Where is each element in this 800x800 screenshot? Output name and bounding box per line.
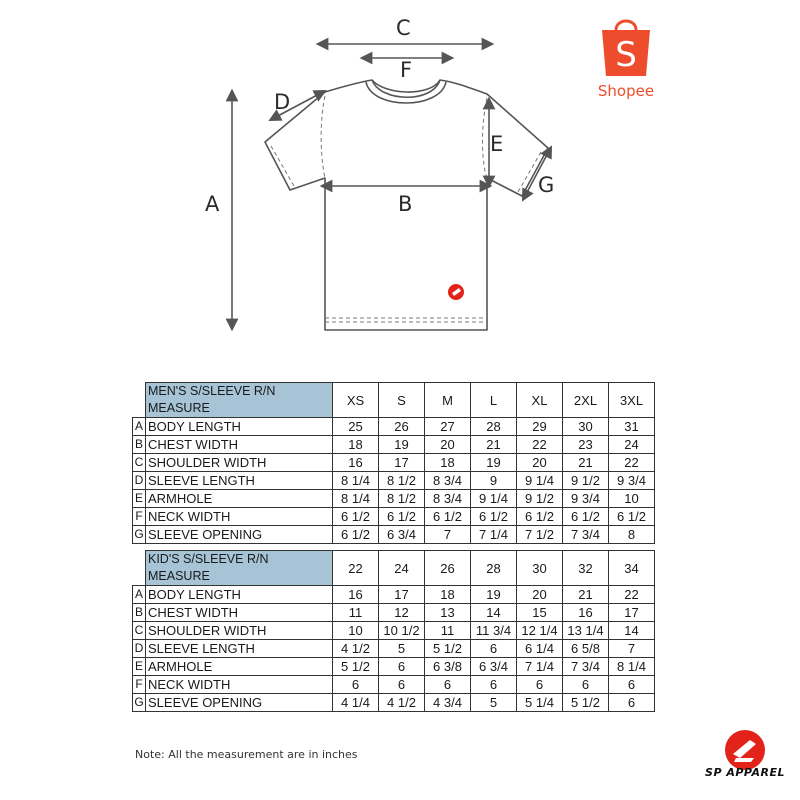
- measure-value: 6 1/2: [333, 508, 379, 526]
- table-row: [133, 676, 655, 694]
- measure-value: 20: [517, 586, 563, 604]
- row-measure-name: NECK WIDTH: [146, 508, 333, 526]
- measure-value: 7 1/2: [517, 526, 563, 544]
- measure-value: 8 1/2: [379, 490, 425, 508]
- measure-value: 10: [609, 490, 655, 508]
- measure-value: 9 1/4: [471, 490, 517, 508]
- header-blank-cell: [133, 383, 146, 418]
- measure-value: 28: [471, 418, 517, 436]
- measure-value: 6: [609, 676, 655, 694]
- measure-value: 7: [425, 526, 471, 544]
- size-header: 34: [609, 551, 655, 586]
- measure-value: 6: [333, 676, 379, 694]
- table-row: [133, 604, 655, 622]
- measure-value: 13 1/4: [563, 622, 609, 640]
- measure-value: 6: [517, 676, 563, 694]
- measure-value: 14: [609, 622, 655, 640]
- measure-value: 8 1/4: [333, 472, 379, 490]
- measure-value: 6 1/2: [471, 508, 517, 526]
- measure-value: 4 1/2: [379, 694, 425, 712]
- measure-value: 8 1/2: [379, 472, 425, 490]
- shopee-logo: [586, 14, 666, 110]
- dim-label-c: C: [396, 16, 411, 40]
- measure-value: 16: [333, 586, 379, 604]
- table-row: [133, 640, 655, 658]
- row-letter: G: [133, 694, 146, 712]
- row-measure-name: CHEST WIDTH: [146, 604, 333, 622]
- measure-value: 24: [609, 436, 655, 454]
- table-row: [133, 454, 655, 472]
- measure-value: 21: [563, 454, 609, 472]
- measure-value: 6: [563, 676, 609, 694]
- measure-value: 15: [517, 604, 563, 622]
- measure-value: 5 1/2: [333, 658, 379, 676]
- measure-value: 6 3/4: [379, 526, 425, 544]
- measure-value: 19: [471, 454, 517, 472]
- dim-label-b: B: [398, 192, 413, 216]
- measure-value: 13: [425, 604, 471, 622]
- measure-value: 9: [471, 472, 517, 490]
- measure-value: 6 3/4: [471, 658, 517, 676]
- size-header: S: [379, 383, 425, 418]
- row-measure-name: BODY LENGTH: [146, 418, 333, 436]
- measure-value: 9 3/4: [563, 490, 609, 508]
- measure-value: 23: [563, 436, 609, 454]
- measure-value: 6: [609, 694, 655, 712]
- row-letter: E: [133, 490, 146, 508]
- measure-value: 21: [563, 586, 609, 604]
- measure-value: 29: [517, 418, 563, 436]
- measure-value: 18: [333, 436, 379, 454]
- measure-value: 17: [609, 604, 655, 622]
- measure-value: 19: [471, 586, 517, 604]
- tshirt-diagram: [0, 0, 800, 360]
- size-header: 32: [563, 551, 609, 586]
- row-letter: G: [133, 526, 146, 544]
- measure-value: 7 3/4: [563, 658, 609, 676]
- table-row: [133, 472, 655, 490]
- measure-value: 11: [425, 622, 471, 640]
- measure-value: 8 1/4: [609, 658, 655, 676]
- dim-label-g: G: [538, 173, 555, 197]
- measure-value: 20: [517, 454, 563, 472]
- measure-value: 10 1/2: [379, 622, 425, 640]
- measure-value: 6: [379, 658, 425, 676]
- shirt-logo-icon: [448, 284, 464, 300]
- measure-value: 31: [609, 418, 655, 436]
- measure-value: 8 3/4: [425, 472, 471, 490]
- measure-value: 10: [333, 622, 379, 640]
- size-header: 30: [517, 551, 563, 586]
- measure-value: 8 1/4: [333, 490, 379, 508]
- measurement-note: Note: All the measurement are in inches: [135, 748, 358, 761]
- row-letter: A: [133, 586, 146, 604]
- header-blank-cell: [133, 551, 146, 586]
- row-letter: C: [133, 622, 146, 640]
- dim-label-d: D: [274, 90, 291, 114]
- measure-value: 6 1/2: [517, 508, 563, 526]
- row-measure-name: NECK WIDTH: [146, 676, 333, 694]
- row-measure-name: SLEEVE OPENING: [146, 694, 333, 712]
- table-row: [133, 526, 655, 544]
- table-row: [133, 508, 655, 526]
- svg-text:S: S: [615, 35, 637, 75]
- row-letter: F: [133, 676, 146, 694]
- row-letter: B: [133, 604, 146, 622]
- measure-value: 4 1/2: [333, 640, 379, 658]
- size-header: 26: [425, 551, 471, 586]
- measure-value: 9 3/4: [609, 472, 655, 490]
- size-header: 28: [471, 551, 517, 586]
- measure-value: 9 1/4: [517, 472, 563, 490]
- size-header: XL: [517, 383, 563, 418]
- row-measure-name: SLEEVE LENGTH: [146, 640, 333, 658]
- shopee-wordmark: Shopee: [597, 82, 655, 100]
- measure-value: 7 3/4: [563, 526, 609, 544]
- measure-value: 25: [333, 418, 379, 436]
- measure-value: 6: [471, 676, 517, 694]
- measure-value: 16: [333, 454, 379, 472]
- row-measure-name: SLEEVE OPENING: [146, 526, 333, 544]
- table-row: [133, 490, 655, 508]
- table-header-row: [133, 551, 655, 586]
- measure-value: 5 1/2: [425, 640, 471, 658]
- table-row: [133, 658, 655, 676]
- measure-value: 8 3/4: [425, 490, 471, 508]
- measure-value: 22: [609, 454, 655, 472]
- shopping-bag-icon: [596, 14, 656, 80]
- measure-value: 5 1/2: [563, 694, 609, 712]
- measure-value: 6 1/2: [379, 508, 425, 526]
- dim-label-e: E: [490, 132, 504, 156]
- size-header: 24: [379, 551, 425, 586]
- row-measure-name: CHEST WIDTH: [146, 436, 333, 454]
- measure-value: 12: [379, 604, 425, 622]
- row-measure-name: ARMHOLE: [146, 490, 333, 508]
- measure-value: 26: [379, 418, 425, 436]
- row-letter: D: [133, 472, 146, 490]
- measure-value: 5: [379, 640, 425, 658]
- size-header: L: [471, 383, 517, 418]
- measure-value: 20: [425, 436, 471, 454]
- measure-value: 6: [379, 676, 425, 694]
- measure-value: 4 1/4: [333, 694, 379, 712]
- tshirt-drawing: [0, 0, 800, 360]
- measure-value: 6: [425, 676, 471, 694]
- measure-value: 14: [471, 604, 517, 622]
- measure-value: 22: [517, 436, 563, 454]
- measure-value: 7 1/4: [517, 658, 563, 676]
- measure-value: 27: [425, 418, 471, 436]
- row-letter: C: [133, 454, 146, 472]
- row-measure-name: SHOULDER WIDTH: [146, 454, 333, 472]
- measure-value: 8: [609, 526, 655, 544]
- table-row: [133, 436, 655, 454]
- measure-value: 5: [471, 694, 517, 712]
- row-measure-name: SHOULDER WIDTH: [146, 622, 333, 640]
- measure-value: 6 5/8: [563, 640, 609, 658]
- measure-value: 6 1/4: [517, 640, 563, 658]
- dim-label-f: F: [400, 58, 413, 82]
- size-header: XS: [333, 383, 379, 418]
- measure-value: 17: [379, 586, 425, 604]
- row-letter: E: [133, 658, 146, 676]
- table-header-row: [133, 383, 655, 418]
- table-row: [133, 418, 655, 436]
- size-header: 3XL: [609, 383, 655, 418]
- table-row: [133, 622, 655, 640]
- measure-value: 6 3/8: [425, 658, 471, 676]
- measure-value: 4 3/4: [425, 694, 471, 712]
- size-header: 22: [333, 551, 379, 586]
- measure-value: 9 1/2: [563, 472, 609, 490]
- size-header: 2XL: [563, 383, 609, 418]
- measure-value: 6 1/2: [333, 526, 379, 544]
- kids-size-table: [132, 550, 655, 712]
- row-measure-name: BODY LENGTH: [146, 586, 333, 604]
- table-title: MEN'S S/SLEEVE R/N MEASURE: [146, 383, 333, 418]
- row-measure-name: SLEEVE LENGTH: [146, 472, 333, 490]
- row-letter: B: [133, 436, 146, 454]
- measure-value: 21: [471, 436, 517, 454]
- measure-value: 11: [333, 604, 379, 622]
- mens-size-table: [132, 382, 655, 544]
- measure-value: 5 1/4: [517, 694, 563, 712]
- row-measure-name: ARMHOLE: [146, 658, 333, 676]
- measure-value: 12 1/4: [517, 622, 563, 640]
- measure-value: 16: [563, 604, 609, 622]
- table-row: [133, 694, 655, 712]
- measure-value: 7: [609, 640, 655, 658]
- measure-value: 18: [425, 586, 471, 604]
- row-letter: A: [133, 418, 146, 436]
- measure-value: 7 1/4: [471, 526, 517, 544]
- dim-label-a: A: [205, 192, 220, 216]
- row-letter: D: [133, 640, 146, 658]
- measure-value: 6 1/2: [563, 508, 609, 526]
- table-title: KID'S S/SLEEVE R/N MEASURE: [146, 551, 333, 586]
- row-letter: F: [133, 508, 146, 526]
- measure-value: 17: [379, 454, 425, 472]
- measure-value: 30: [563, 418, 609, 436]
- measure-value: 18: [425, 454, 471, 472]
- brand-name: SP APPAREL: [705, 766, 785, 779]
- measure-value: 11 3/4: [471, 622, 517, 640]
- measure-value: 6 1/2: [609, 508, 655, 526]
- measure-value: 19: [379, 436, 425, 454]
- measure-value: 6: [471, 640, 517, 658]
- table-row: [133, 586, 655, 604]
- measure-value: 6 1/2: [425, 508, 471, 526]
- measure-value: 9 1/2: [517, 490, 563, 508]
- size-header: M: [425, 383, 471, 418]
- measure-value: 22: [609, 586, 655, 604]
